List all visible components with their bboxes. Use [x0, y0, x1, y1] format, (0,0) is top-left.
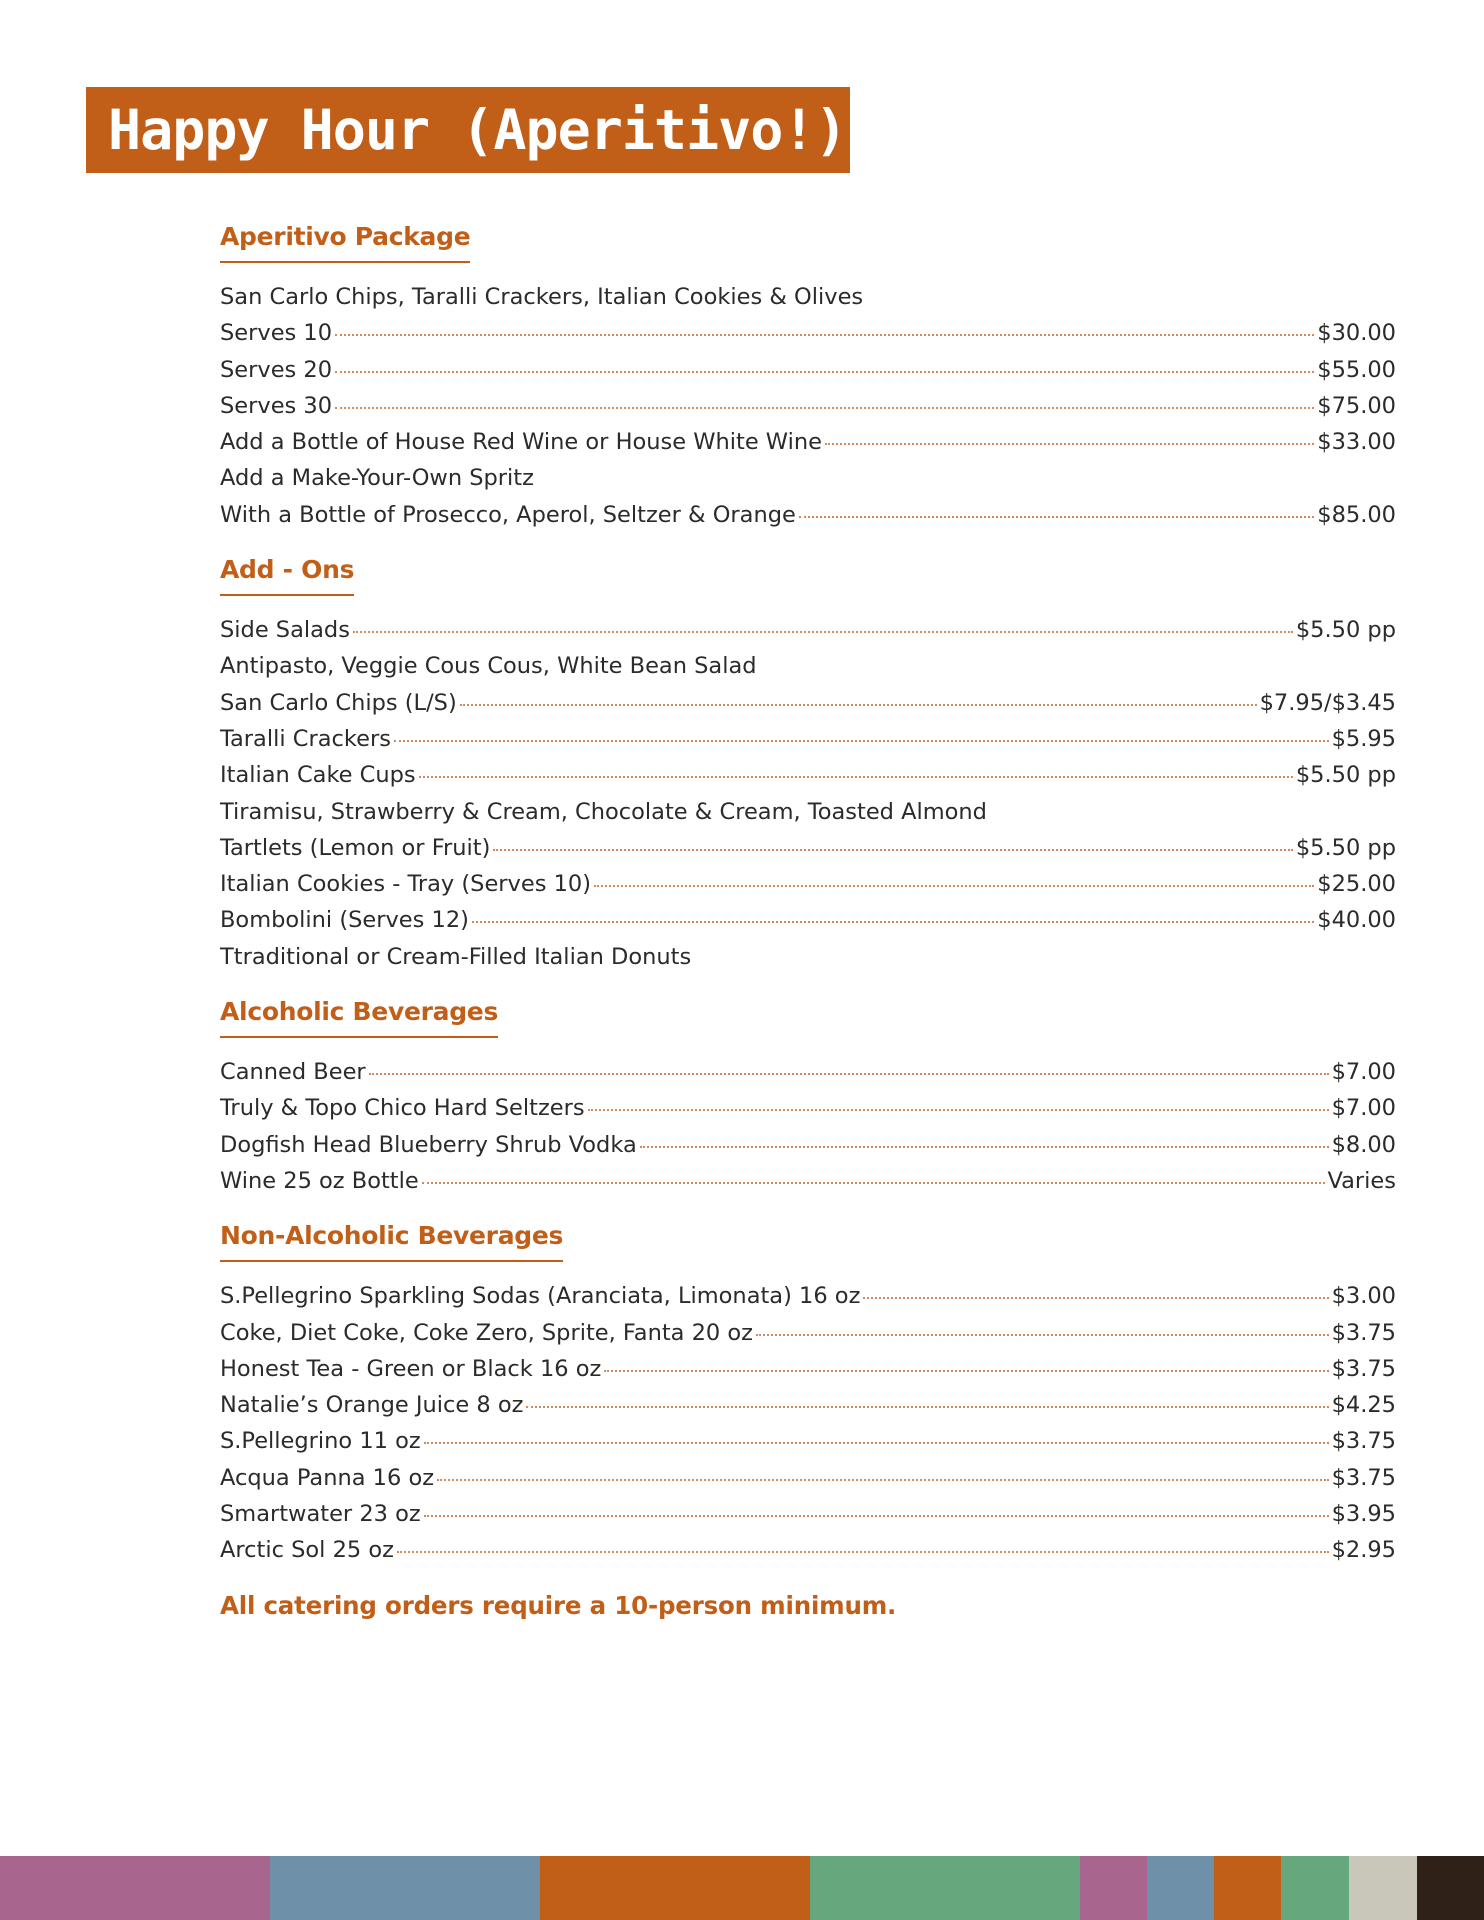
menu-item-name: San Carlo Chips, Taralli Crackers, Italian Cookies & Olives: [220, 284, 864, 310]
menu-item-price: Varies: [1327, 1167, 1396, 1194]
dot-leader: [799, 516, 1314, 518]
dot-leader: [335, 371, 1314, 373]
menu-item: [220, 388, 1396, 424]
menu-item-name: S.Pellegrino Sparkling Sodas (Aranciata, Limonata) 16 oz: [220, 1283, 861, 1310]
menu-item-name: Serves 30: [220, 392, 333, 419]
section-heading: [220, 222, 470, 263]
section-non-alcoholic-beverages: [220, 1221, 1396, 1568]
menu-item: [220, 1090, 1396, 1126]
menu-item-description: [220, 794, 1396, 830]
menu-item-price: $30.00: [1317, 320, 1396, 347]
menu-item-name: Ttraditional or Cream-Filled Italian Donuts: [220, 943, 692, 970]
menu-item-price: $7.00: [1331, 1059, 1396, 1086]
color-bar-segment: [540, 1856, 810, 1920]
menu-item-description: [220, 939, 1396, 975]
menu-list: [220, 612, 1396, 975]
menu-item-price: $8.00: [1331, 1131, 1396, 1158]
menu-item: [220, 1163, 1396, 1199]
minimum-order-note: All catering orders require a 10-person minimum.: [220, 1590, 897, 1620]
color-bar-segment: [270, 1856, 540, 1920]
section-title: Add - Ons: [220, 555, 355, 585]
color-bar-segment: [1147, 1856, 1214, 1920]
menu-item-price: $5.50 pp: [1295, 617, 1396, 644]
menu-item: [220, 902, 1396, 938]
menu-item-name: Natalie’s Orange Juice 8 oz: [220, 1392, 524, 1419]
section-underline: [220, 1260, 563, 1262]
menu-item-name: Wine 25 oz Bottle: [220, 1167, 419, 1194]
section-underline: [220, 261, 470, 263]
menu-item-name: Italian Cookies - Tray (Serves 10): [220, 871, 591, 898]
menu-item-name: Bombolini (Serves 12): [220, 907, 469, 934]
dot-leader: [424, 1442, 1329, 1444]
dot-leader: [526, 1406, 1328, 1408]
menu-item-name: Dogfish Head Blueberry Shrub Vodka: [220, 1131, 637, 1158]
section-title: Alcoholic Beverages: [220, 997, 499, 1027]
menu-item-name: Acqua Panna 16 oz: [220, 1464, 435, 1491]
menu-item-name: S.Pellegrino 11 oz: [220, 1428, 421, 1455]
dot-leader: [825, 443, 1314, 445]
menu-item: [220, 1496, 1396, 1532]
color-bar-segment: [810, 1856, 1080, 1920]
menu-item: [220, 1460, 1396, 1496]
menu-item-price: $7.00: [1331, 1095, 1396, 1122]
menu-item-name: Smartwater 23 oz: [220, 1501, 421, 1528]
dot-leader: [588, 1109, 1329, 1111]
section-underline: [220, 594, 354, 596]
menu-item-name: Honest Tea - Green or Black 16 oz: [220, 1355, 602, 1382]
menu-item-name: Serves 10: [220, 320, 333, 347]
dot-leader: [419, 776, 1293, 778]
menu-content: [220, 222, 1396, 1620]
dot-leader: [397, 1551, 1329, 1553]
dot-leader: [472, 921, 1314, 923]
menu-item: [220, 721, 1396, 757]
menu-item: [220, 866, 1396, 902]
section-heading: [220, 997, 498, 1038]
section-title: Aperitivo Package: [220, 222, 471, 251]
menu-item: [220, 830, 1396, 866]
menu-item-price: $85.00: [1317, 501, 1396, 528]
menu-item-price: $55.00: [1317, 356, 1396, 383]
menu-item-price: $3.75: [1331, 1428, 1396, 1455]
menu-item-description: [220, 279, 1396, 315]
menu-item-price: $3.75: [1331, 1464, 1396, 1491]
dot-leader: [369, 1073, 1329, 1075]
section-heading: [220, 1221, 563, 1262]
dot-leader: [424, 1515, 1329, 1517]
menu-item: [220, 1387, 1396, 1423]
color-bar-segment: [1281, 1856, 1349, 1920]
menu-item-description: [220, 460, 1396, 496]
menu-item-price: $25.00: [1317, 871, 1396, 898]
menu-item: [220, 1278, 1396, 1314]
menu-item: [220, 757, 1396, 793]
menu-item: [220, 1127, 1396, 1163]
menu-list: [220, 1054, 1396, 1199]
menu-item: [220, 1054, 1396, 1090]
dot-leader: [604, 1370, 1328, 1372]
menu-item-name: Truly & Topo Chico Hard Seltzers: [220, 1095, 585, 1122]
menu-item-name: Coke, Diet Coke, Coke Zero, Sprite, Fanta 20 oz: [220, 1319, 753, 1346]
menu-item-price: $3.75: [1331, 1319, 1396, 1346]
menu-item-name: Add a Make-Your-Own Spritz: [220, 465, 534, 492]
menu-item-price: $40.00: [1317, 907, 1396, 934]
menu-item: [220, 1423, 1396, 1459]
menu-item-name: Tiramisu, Strawberry & Cream, Chocolate & Cream, Toasted Almond: [220, 798, 987, 825]
menu-item: [220, 685, 1396, 721]
menu-item-name: Antipasto, Veggie Cous Cous, White Bean Salad: [220, 653, 757, 680]
menu-item: [220, 497, 1396, 533]
menu-item-name: Serves 20: [220, 356, 333, 383]
decorative-color-bar: [0, 1856, 1484, 1920]
menu-item-price: $5.50 pp: [1295, 762, 1396, 789]
menu-item-price: $3.95: [1331, 1501, 1396, 1528]
menu-item-name: Taralli Crackers: [220, 725, 391, 752]
menu-item-price: $75.00: [1317, 392, 1396, 419]
menu-item-name: With a Bottle of Prosecco, Aperol, Seltzer & Orange: [220, 501, 796, 528]
menu-item: [220, 424, 1396, 460]
menu-item: [220, 315, 1396, 351]
dot-leader: [756, 1334, 1329, 1336]
menu-item-price: $3.00: [1331, 1283, 1396, 1310]
dot-leader: [594, 885, 1314, 887]
menu-item-price: $33.00: [1317, 429, 1396, 456]
menu-item: [220, 1351, 1396, 1387]
menu-item-name: Canned Beer: [220, 1059, 366, 1086]
color-bar-segment: [1349, 1856, 1417, 1920]
dot-leader: [335, 334, 1314, 336]
dot-leader: [493, 849, 1292, 851]
dot-leader: [460, 704, 1257, 706]
menu-item: [220, 352, 1396, 388]
color-bar-segment: [0, 1856, 270, 1920]
section-underline: [220, 1036, 498, 1038]
dot-leader: [422, 1182, 1325, 1184]
color-bar-segment: [1417, 1856, 1484, 1920]
dot-leader: [437, 1479, 1329, 1481]
menu-item-price: $7.95/$3.45: [1259, 689, 1396, 716]
menu-item-name: Arctic Sol 25 oz: [220, 1537, 394, 1564]
menu-item-price: $5.95: [1331, 725, 1396, 752]
section-alcoholic-beverages: [220, 997, 1396, 1199]
color-bar-segment: [1080, 1856, 1147, 1920]
dot-leader: [335, 407, 1314, 409]
menu-item-price: $4.25: [1331, 1392, 1396, 1419]
menu-item-price: $2.95: [1331, 1537, 1396, 1564]
section-title: Non-Alcoholic Beverages: [220, 1221, 564, 1251]
dot-leader: [863, 1297, 1328, 1299]
menu-item-name: Tartlets (Lemon or Fruit): [220, 834, 491, 861]
dot-leader: [353, 631, 1293, 633]
menu-list: [220, 1278, 1396, 1568]
section-heading: [220, 555, 354, 596]
section-aperitivo-package: [220, 222, 1396, 533]
menu-item: [220, 612, 1396, 648]
menu-item-price: $3.75: [1331, 1355, 1396, 1382]
menu-item-price: $5.50 pp: [1295, 834, 1396, 861]
page-title: Happy Hour (Aperitivo!): [108, 98, 847, 162]
dot-leader: [394, 740, 1329, 742]
menu-list: [220, 279, 1396, 533]
menu-item-name: Italian Cake Cups: [220, 762, 416, 789]
menu-item-name: Add a Bottle of House Red Wine or House White Wine: [220, 429, 822, 456]
menu-item: [220, 1315, 1396, 1351]
color-bar-segment: [1214, 1856, 1281, 1920]
menu-item-name: Side Salads: [220, 617, 350, 644]
title-banner: [86, 87, 850, 173]
menu-item-description: [220, 648, 1396, 684]
section-add-ons: [220, 555, 1396, 975]
menu-item: [220, 1532, 1396, 1568]
menu-item-name: San Carlo Chips (L/S): [220, 689, 457, 716]
dot-leader: [640, 1146, 1329, 1148]
